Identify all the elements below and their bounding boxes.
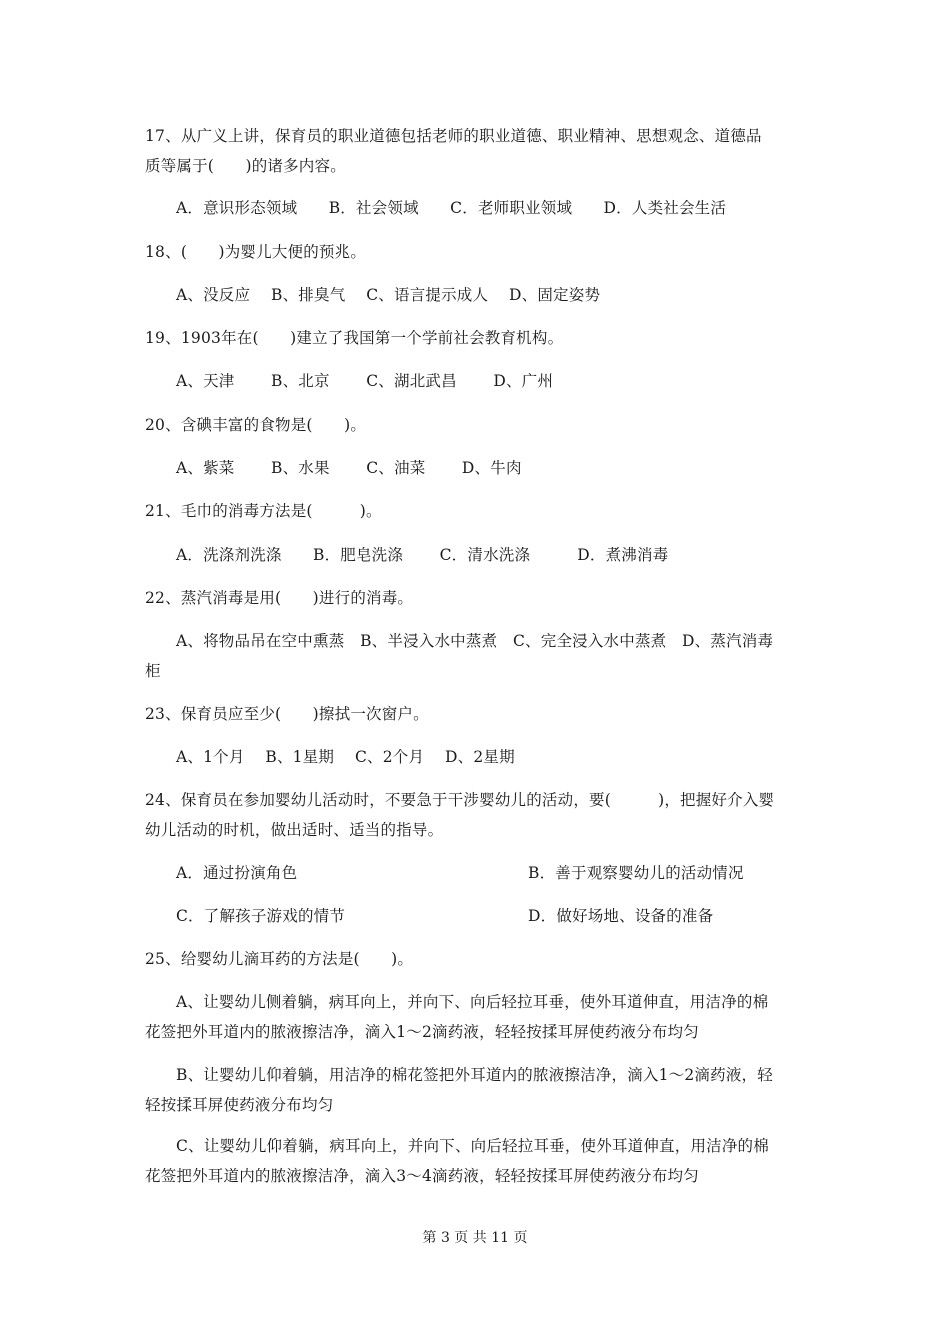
question-25-option-b-line-2: 轻按揉耳屏使药液分布均匀 (145, 1096, 334, 1114)
question-24-text-line-1: 24、保育员在参加婴幼儿活动时，不要急于干涉婴幼儿的活动，要( )，把握好介入婴 (145, 791, 775, 809)
question-25-option-a-line-2: 花签把外耳道内的脓液擦洁净，滴入1～2滴药液，轻轻按揉耳屏使药液分布均匀 (145, 1023, 699, 1041)
question-25-option-c-line-1: C、让婴幼儿仰着躺，病耳向上，并向下、向后轻拉耳垂，使外耳道伸直，用洁净的棉 (176, 1137, 769, 1155)
question-22-text: 22、蒸汽消毒是用( )进行的消毒。 (145, 589, 414, 607)
question-18-options: A、没反应 B、排臭气 C、语言提示成人 D、固定姿势 (176, 286, 601, 304)
question-19-text: 19、1903年在( )建立了我国第一个学前社会教育机构。 (145, 329, 564, 347)
question-25-option-a-line-1: A、让婴幼儿侧着躺，病耳向上，并向下、向后轻拉耳垂，使外耳道伸直，用洁净的棉 (176, 993, 769, 1011)
question-24-option-c: C．了解孩子游戏的情节 (176, 907, 346, 925)
question-17-options: A．意识形态领域 B．社会领域 C．老师职业领域 D．人类社会生活 (176, 199, 727, 217)
question-18-text: 18、( )为婴儿大便的预兆。 (145, 243, 367, 261)
question-23-options: A、1个月 B、1星期 C、2个月 D、2星期 (176, 748, 515, 766)
question-20-text: 20、含碘丰富的食物是( )。 (145, 416, 367, 434)
question-17-text-line-1: 17、从广义上讲，保育员的职业道德包括老师的职业道德、职业精神、思想观念、道德品 (145, 127, 762, 145)
question-25-option-b-line-1: B、让婴幼儿仰着躺，用洁净的棉花签把外耳道内的脓液擦洁净，滴入1～2滴药液，轻 (176, 1066, 773, 1084)
question-20-options: A、紫菜 B、水果 C、油菜 D、牛肉 (176, 459, 522, 477)
question-24-text-line-2: 幼儿活动的时机，做出适时、适当的指导。 (145, 821, 444, 839)
question-24-option-b: B．善于观察婴幼儿的活动情况 (528, 864, 744, 882)
page-number-footer: 第 3 页 共 11 页 (422, 1230, 528, 1246)
question-25-text: 25、给婴幼儿滴耳药的方法是( )。 (145, 950, 414, 968)
question-21-options: A．洗涤剂洗涤 B．肥皂洗涤 C．清水洗涤 D．煮沸消毒 (176, 546, 669, 564)
question-24-option-a: A．通过扮演角色 (176, 864, 298, 882)
question-25-option-c-line-2: 花签把外耳道内的脓液擦洁净，滴入3～4滴药液，轻轻按揉耳屏使药液分布均匀 (145, 1167, 699, 1185)
question-17-text-line-2: 质等属于( )的诸多内容。 (145, 157, 346, 175)
question-24-option-d: D．做好场地、设备的准备 (528, 907, 714, 925)
question-23-text: 23、保育员应至少( )擦拭一次窗户。 (145, 705, 429, 723)
question-22-options-line-1: A、将物品吊在空中熏蒸 B、半浸入水中蒸煮 C、完全浸入水中蒸煮 D、蒸汽消毒 (176, 632, 774, 650)
question-21-text: 21、毛巾的消毒方法是( )。 (145, 502, 382, 520)
question-22-options-line-2: 柜 (145, 662, 161, 680)
question-19-options: A、天津 B、北京 C、湖北武昌 D、广州 (176, 372, 554, 390)
